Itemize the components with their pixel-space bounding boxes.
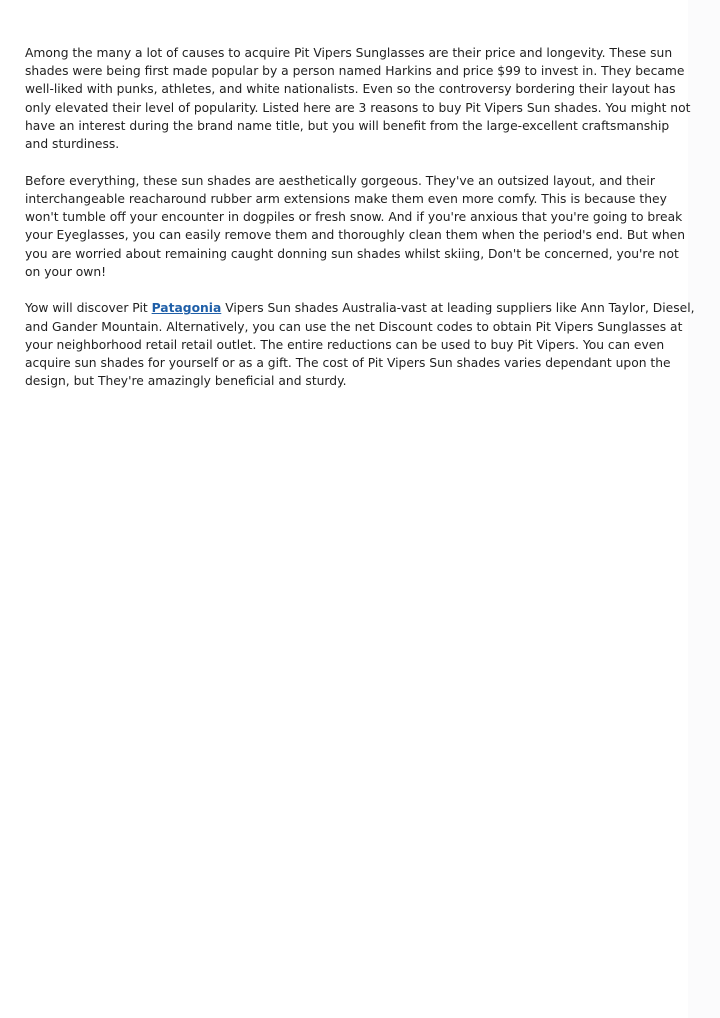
patagonia-link[interactable]: Patagonia (151, 301, 222, 316)
paragraph-3-rest: Vipers Sun shades Australia-vast at leading suppliers like Ann Taylor, Diesel, and Gander Mountain. Alternatively, you can use the net Discount codes to obtain Pit Vipers Sunglasses at your neighborhood retail retail outlet. The entire reductions can be used to buy Pit Vipers. You can even acquire sun shades for yourself or as a gift. The cost of Pit Vipers Sun shades varies dependant upon the design, but They're amazingly beneficial and sturdy. (25, 301, 695, 389)
paragraph-1: Among the many a lot of causes to acquire Pit Vipers Sunglasses are their price and longevity. These sun shades were being first made popular by a person named Harkins and price $99 to invest in. They became well-liked with punks, athletes, and white nationalists. Even so the controversy bordering their layout has only elevated their level of popularity. Listed here are 3 reasons to buy Pit Vipers Sun shades. You might not have an interest during the brand name title, but you will benefit from the large-excellent craftsmanship and sturdiness. (25, 46, 691, 152)
document-body (25, 44, 695, 409)
paragraph-2: Before everything, these sun shades are aesthetically gorgeous. They've an outsized layout, and their interchangeable reacharound rubber arm extensions make them even more comfy. This is because they won't tumble off your encounter in dogpiles or fresh snow. And if you're anxious that you're going to break your Eyeglasses, you can easily remove them and thoroughly clean them when the period's end. But when you are worried about remaining caught donning sun shades whilst skiing, Don't be concerned, you're not on your own! (25, 173, 685, 279)
paragraph-3 (25, 299, 695, 390)
paragraph-3-lead: Yow will discover Pit (25, 301, 152, 316)
